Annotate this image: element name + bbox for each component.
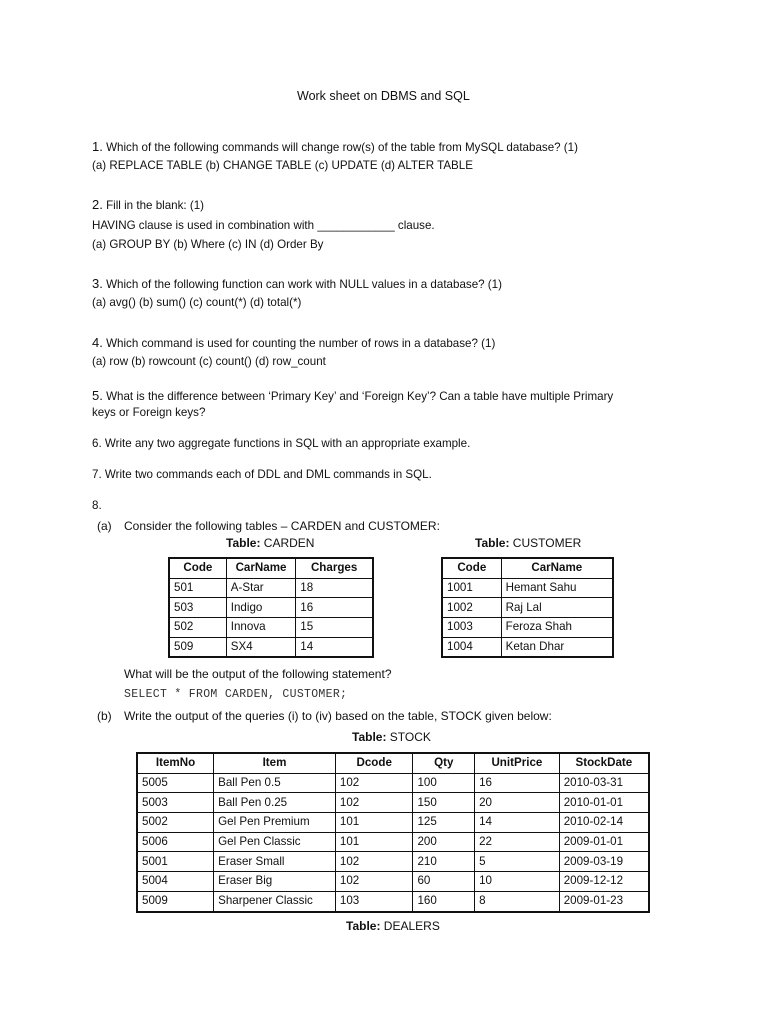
table-cell: 2010-03-31	[559, 773, 649, 793]
question-7: 7. Write two commands each of DDL and DML commands in SQL.	[92, 468, 432, 481]
question-text: Which of the following function can work with NULL values in a database? (1)	[106, 278, 502, 291]
table-cell: 5002	[137, 813, 214, 833]
question-number: 4.	[92, 335, 103, 350]
table-cell: 5009	[137, 891, 214, 911]
question-text-cont: keys or Foreign keys?	[92, 406, 206, 419]
table-cell: 102	[335, 773, 413, 793]
table-cell: 501	[169, 578, 226, 598]
table-cell: 2010-01-01	[559, 793, 649, 813]
table-cell: 200	[413, 832, 475, 852]
table-cell: Feroza Shah	[501, 618, 613, 638]
q8a-text: Consider the following tables – CARDEN and CUSTOMER:	[124, 519, 440, 533]
question-number: 5.	[92, 388, 103, 403]
stock-caption: Table: STOCK	[352, 730, 431, 744]
table-cell: 20	[475, 793, 560, 813]
question-options: (a) REPLACE TABLE (b) CHANGE TABLE (c) UPDATE (d) ALTER TABLE	[92, 159, 473, 172]
table-cell: 60	[413, 872, 475, 892]
table-cell: 509	[169, 637, 226, 657]
table-cell: 22	[475, 832, 560, 852]
table-cell: 1002	[442, 598, 501, 618]
table-row	[169, 637, 373, 657]
customer-caption: Table: CUSTOMER	[475, 536, 582, 550]
table-cell: 503	[169, 598, 226, 618]
table-row	[137, 891, 649, 911]
table-cell: Innova	[226, 618, 296, 638]
column-header: ItemNo	[137, 753, 214, 773]
table-header-row	[137, 753, 649, 773]
stock-table	[136, 752, 650, 913]
table-cell: 15	[296, 618, 373, 638]
question-number: 2.	[92, 197, 103, 212]
table-cell: 16	[296, 598, 373, 618]
table-cell: 5004	[137, 872, 214, 892]
table-cell: 102	[335, 852, 413, 872]
dealers-caption: Table: DEALERS	[346, 919, 440, 933]
table-cell: SX4	[226, 637, 296, 657]
table-cell: 125	[413, 813, 475, 833]
table-cell: 102	[335, 793, 413, 813]
table-header-row	[169, 558, 373, 578]
question-options: (a) GROUP BY (b) Where (c) IN (d) Order By	[92, 238, 324, 251]
table-row	[137, 773, 649, 793]
table-row	[442, 637, 613, 657]
table-cell: 101	[335, 832, 413, 852]
table-cell: Raj Lal	[501, 598, 613, 618]
column-header: CarName	[501, 558, 613, 578]
table-row	[169, 598, 373, 618]
question-number: 1.	[92, 139, 103, 154]
question-options: (a) row (b) rowcount (c) count() (d) row_count	[92, 355, 326, 368]
page-title: Work sheet on DBMS and SQL	[297, 89, 470, 103]
table-row	[442, 578, 613, 598]
table-cell: 14	[475, 813, 560, 833]
table-cell: 2009-12-12	[559, 872, 649, 892]
column-header: Qty	[413, 753, 475, 773]
table-cell: 16	[475, 773, 560, 793]
table-cell: 5005	[137, 773, 214, 793]
table-cell: Ball Pen 0.25	[214, 793, 336, 813]
table-cell: Indigo	[226, 598, 296, 618]
question-text: Which command is used for counting the number of rows in a database? (1)	[106, 337, 496, 350]
table-header-row	[442, 558, 613, 578]
question-text: Fill in the blank: (1)	[106, 199, 205, 212]
table-cell: 2009-03-19	[559, 852, 649, 872]
table-cell: 1003	[442, 618, 501, 638]
table-row	[137, 852, 649, 872]
question-blank-line: HAVING clause is used in combination with ____________ clause.	[92, 219, 435, 232]
table-cell: 160	[413, 891, 475, 911]
table-cell: Sharpener Classic	[214, 891, 336, 911]
table-row	[169, 578, 373, 598]
question-6: 6. Write any two aggregate functions in SQL with an appropriate example.	[92, 437, 471, 450]
table-row	[137, 793, 649, 813]
column-header: Code	[442, 558, 501, 578]
table-cell: 8	[475, 891, 560, 911]
table-cell: 10	[475, 872, 560, 892]
column-header: UnitPrice	[475, 753, 560, 773]
table-cell: 1004	[442, 637, 501, 657]
table-cell: 5006	[137, 832, 214, 852]
table-row	[169, 618, 373, 638]
table-cell: Eraser Small	[214, 852, 336, 872]
table-row	[137, 832, 649, 852]
carden-caption: Table: CARDEN	[226, 536, 315, 550]
carden-table	[168, 557, 374, 658]
table-cell: 5001	[137, 852, 214, 872]
column-header: Code	[169, 558, 226, 578]
table-cell: A-Star	[226, 578, 296, 598]
table-cell: 2009-01-23	[559, 891, 649, 911]
table-cell: Hemant Sahu	[501, 578, 613, 598]
question-text: What is the difference between ‘Primary Key’ and ‘Foreign Key’? Can a table have multiple Primary	[106, 390, 614, 403]
table-row	[137, 872, 649, 892]
question-8: 8.	[92, 499, 102, 512]
column-header: Charges	[296, 558, 373, 578]
question-number: 3.	[92, 276, 103, 291]
table-cell: Ball Pen 0.5	[214, 773, 336, 793]
question-options: (a) avg() (b) sum() (c) count(*) (d) total(*)	[92, 296, 302, 309]
customer-table	[441, 557, 614, 658]
q8b-label: (b)	[97, 709, 112, 723]
q8b-text: Write the output of the queries (i) to (iv) based on the table, STOCK given below:	[124, 709, 552, 723]
q8a-label: (a)	[97, 519, 112, 533]
table-cell: 18	[296, 578, 373, 598]
question-text: Which of the following commands will change row(s) of the table from MySQL database? (1)	[106, 141, 578, 154]
table-row	[442, 618, 613, 638]
table-cell: Ketan Dhar	[501, 637, 613, 657]
table-row	[442, 598, 613, 618]
table-cell: 210	[413, 852, 475, 872]
table-cell: 5003	[137, 793, 214, 813]
table-cell: 103	[335, 891, 413, 911]
table-cell: Gel Pen Premium	[214, 813, 336, 833]
table-row	[137, 813, 649, 833]
column-header: Item	[214, 753, 336, 773]
table-cell: 5	[475, 852, 560, 872]
table-cell: 1001	[442, 578, 501, 598]
table-cell: 2009-01-01	[559, 832, 649, 852]
column-header: CarName	[226, 558, 296, 578]
table-cell: 102	[335, 872, 413, 892]
table-cell: 2010-02-14	[559, 813, 649, 833]
table-cell: 14	[296, 637, 373, 657]
table-cell: Eraser Big	[214, 872, 336, 892]
table-cell: Gel Pen Classic	[214, 832, 336, 852]
table-cell: 502	[169, 618, 226, 638]
column-header: StockDate	[559, 753, 649, 773]
column-header: Dcode	[335, 753, 413, 773]
output-question: What will be the output of the following statement?	[124, 667, 392, 681]
sql-statement: SELECT * FROM CARDEN, CUSTOMER;	[124, 688, 348, 701]
table-cell: 100	[413, 773, 475, 793]
table-cell: 150	[413, 793, 475, 813]
table-cell: 101	[335, 813, 413, 833]
